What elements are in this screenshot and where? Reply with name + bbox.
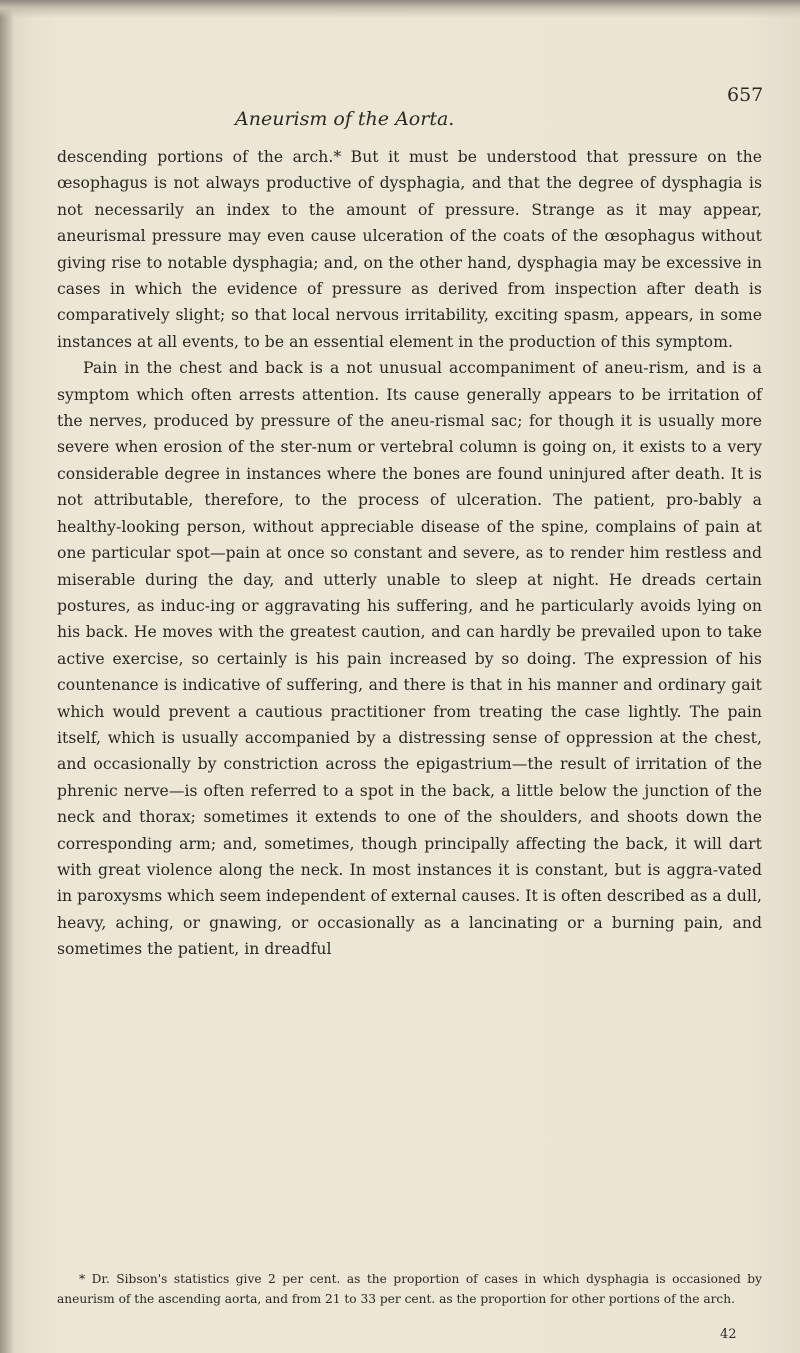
top-edge-shadow (0, 0, 800, 18)
running-head (0, 84, 800, 138)
page-number: 657 (727, 84, 764, 106)
paragraph-1: descending portions of the arch.* But it must be understood that pressure on the œsophagus is not always productive of dysphagia, and that the degree of dysphagia is not necessarily an index to the amount of pressure. Strange as it may appear, aneurismal pressure may even cause ulceration of the coats of the œsophagus without giving rise to notable dysphagia; and, on the other hand, dysphagia may be excessive in cases in which the evidence of pressure as derived from inspection after death is comparatively slight; so that local nervous irritability, exciting spasm, appears, in some instances at all events, to be an essential element in the production of this symptom. (57, 148, 762, 351)
footnote: * Dr. Sibson's statistics give 2 per cent. as the proportion of cases in which dysphagia is occasioned by aneurism of the ascending aorta, and from 21 to 33 per cent. as the proportion for other portions of the arch. (57, 1272, 762, 1306)
signature-mark: 42 (720, 1327, 737, 1342)
body-text (57, 144, 762, 963)
running-title: Aneurism of the Aorta. (235, 108, 455, 130)
paragraph-2: Pain in the chest and back is a not unusual accompaniment of aneu-rism, and is a symptom which often arrests attention. Its cause generally appears to be irritation of the nerves, produced by pressure of the aneu-rismal sac; for though it is usually more severe when erosion of the ster-num or vertebral column is going on, it exists to a very considerable degree in instances where the bones are found uninjured after death. It is not attributable, therefore, to the process of ulceration. The patient, pro-bably a healthy-looking person, without appreciable disease of the spine, complains of pain at one particular spot—pain at once so constant and severe, as to render him restless and miserable during the day, and utterly unable to sleep at night. He dreads certain postures, as induc-ing or aggravating his suffering, and he particularly avoids lying on his back. He moves with the greatest caution, and can hardly be prevailed upon to take active exercise, so certainly is his pain increased by so doing. The expression of his countenance is indicative of suffering, and there is that in his manner and ordinary gait which would prevent a cautious practitioner from treating the case lightly. The pain itself, which is usually accompanied by a distressing sense of oppression at the chest, and occasionally by constriction across the epigastrium—the result of irritation of the phrenic nerve—is often referred to a spot in the back, a little below the junction of the neck and thorax; sometimes it extends to one of the shoulders, and shoots down the corresponding arm; and, sometimes, though principally affecting the back, it will dart with great violence along the neck. In most instances it is constant, but is aggra-vated in paroxysms which seem independent of external causes. It is often described as a dull, heavy, aching, or gnawing, or occasionally as a lancinating or a burning pain, and sometimes the patient, in dreadful (57, 359, 762, 959)
binding-shadow (0, 0, 14, 1353)
